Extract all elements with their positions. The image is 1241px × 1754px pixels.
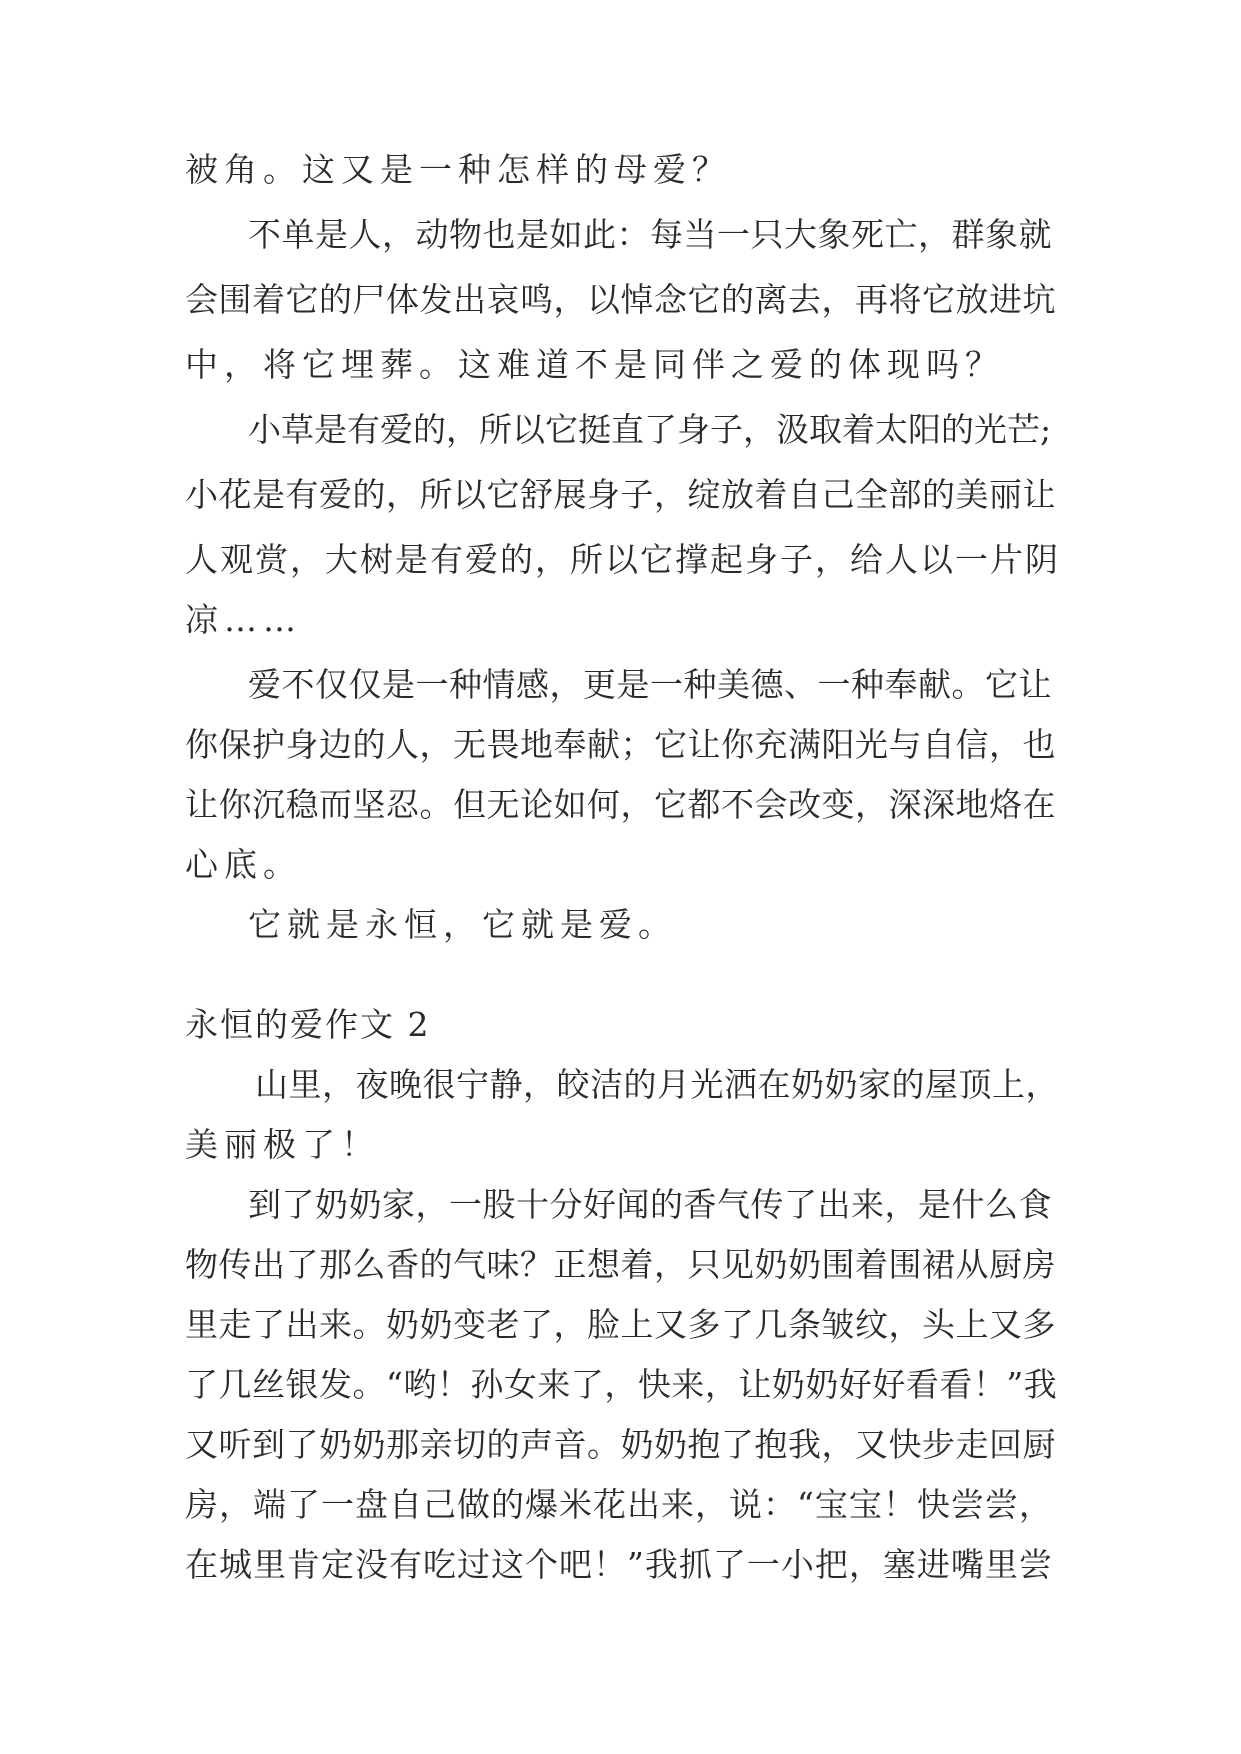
text-line: 小草是有爱的，所以它挺直了身子，汲取着太阳的光芒; <box>248 410 1052 449</box>
text-line: 心底。 <box>185 845 302 884</box>
text-line: 爱不仅仅是一种情感，更是一种美德、一种奉献。它让 <box>248 665 1052 704</box>
text-line: 了几丝银发。“哟！孙女来了，快来，让奶奶好好看看！”我 <box>185 1365 1058 1404</box>
text-line: 人观赏，大树是有爱的，所以它撑起身子，给人以一片阴 <box>185 540 1060 579</box>
text-line: 凉…… <box>185 600 302 639</box>
text-line: 房，端了一盘自己做的爆米花出来，说：“宝宝！快尝尝， <box>185 1485 1053 1524</box>
text-line: 中，将它埋葬。这难道不是同伴之爱的体现吗？ <box>185 345 1004 384</box>
text-line: 让你沉稳而坚忍。但无论如何，它都不会改变，深深地烙在 <box>185 785 1056 824</box>
text-line: 美丽极了！ <box>185 1125 380 1164</box>
text-line: 会围着它的尸体发出哀鸣，以悼念它的离去，再将它放进坑 <box>185 280 1056 319</box>
text-line: 不单是人，动物也是如此：每当一只大象死亡，群象就 <box>248 215 1052 254</box>
text-line: 小花是有爱的，所以它舒展身子，绽放着自己全部的美丽让 <box>185 475 1056 514</box>
text-line: 到了奶奶家，一股十分好闻的香气传了出来，是什么食 <box>248 1185 1052 1224</box>
text-line: 在城里肯定没有吃过这个吧！”我抓了一小把，塞进嘴里尝 <box>185 1545 1053 1584</box>
section-title: 永恒的爱作文 2 <box>185 1005 431 1044</box>
text-line: 又听到了奶奶那亲切的声音。奶奶抱了抱我，又快步走回厨 <box>185 1425 1056 1464</box>
text-line: 里走了出来。奶奶变老了，脸上又多了几条皱纹，头上又多 <box>185 1305 1056 1344</box>
text-line: 你保护身边的人，无畏地奉献；它让你充满阳光与自信，也 <box>185 725 1056 764</box>
text-line: 它就是永恒，它就是爱。 <box>248 905 677 944</box>
text-line: 被角。这又是一种怎样的母爱？ <box>185 150 731 189</box>
text-line: 物传出了那么香的气味？正想着，只见奶奶围着围裙从厨房 <box>185 1245 1056 1284</box>
text-line: 山里，夜晚很宁静，皎洁的月光洒在奶奶家的屋顶上， <box>255 1065 1059 1104</box>
